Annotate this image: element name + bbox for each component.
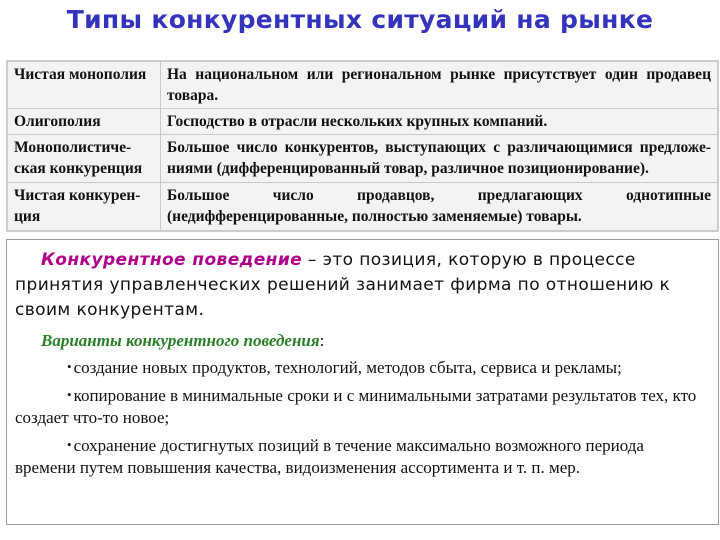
bullet-icon: • xyxy=(67,359,72,374)
list-item xyxy=(15,434,708,479)
table-cell-desc: Господство в отрасли нескольких крупных компаний. xyxy=(161,109,718,135)
table-row xyxy=(8,109,718,135)
competitive-behavior-box xyxy=(6,239,719,525)
table-cell-term: Чистая монополия xyxy=(8,62,161,109)
list-item-text: сохранение достигнутых позиций в течение максимально возможного периода времени путем повышения качества, видоизменения ассортимента и т. п. мер. xyxy=(15,436,644,477)
table-row xyxy=(8,183,718,231)
table-cell-desc: Большое число продавцов, предлагающих однотипные (недифференцированные, полностью заменяемые) товары. xyxy=(161,183,718,231)
variants-colon: : xyxy=(319,331,325,350)
variants-list xyxy=(15,356,708,479)
list-item xyxy=(15,356,708,379)
definition-text: – это позиция, которую в процессе принятия управленческих решений занимает фирма по отношению к своим конкурентам. xyxy=(15,250,671,320)
variants-heading xyxy=(15,330,708,352)
table-cell-term: Олигополия xyxy=(8,109,161,135)
table-cell-desc: Большое число конкурентов, выступающих с различающимися предложе-ниями (дифференцированный товар, различное позиционирование). xyxy=(161,135,718,183)
definition-paragraph xyxy=(15,248,708,323)
bullet-icon: • xyxy=(67,437,72,452)
bullet-icon: • xyxy=(67,387,72,402)
list-item-text: создание новых продуктов, технологий, методов сбыта, сервиса и рекламы; xyxy=(73,358,622,377)
variants-title: Варианты конкурентного поведения xyxy=(41,331,320,350)
table-cell-term: Монополистиче-ская конкуренция xyxy=(8,135,161,183)
table-cell-term: Чистая конкурен-ция xyxy=(8,183,161,231)
table-row xyxy=(8,62,718,109)
table-cell-desc: На национальном или региональном рынке присутствует один продавец товара. xyxy=(161,62,718,109)
list-item-text: копирование в минимальные сроки и с минимальными затратами результатов тех, кто создает что-то новое; xyxy=(15,386,697,427)
definition-term: Конкурентное поведение xyxy=(41,250,303,270)
list-item xyxy=(15,384,708,429)
page-title: Типы конкурентных ситуаций на рынке xyxy=(66,5,654,34)
competition-types-table xyxy=(6,60,719,232)
table-row xyxy=(8,135,718,183)
